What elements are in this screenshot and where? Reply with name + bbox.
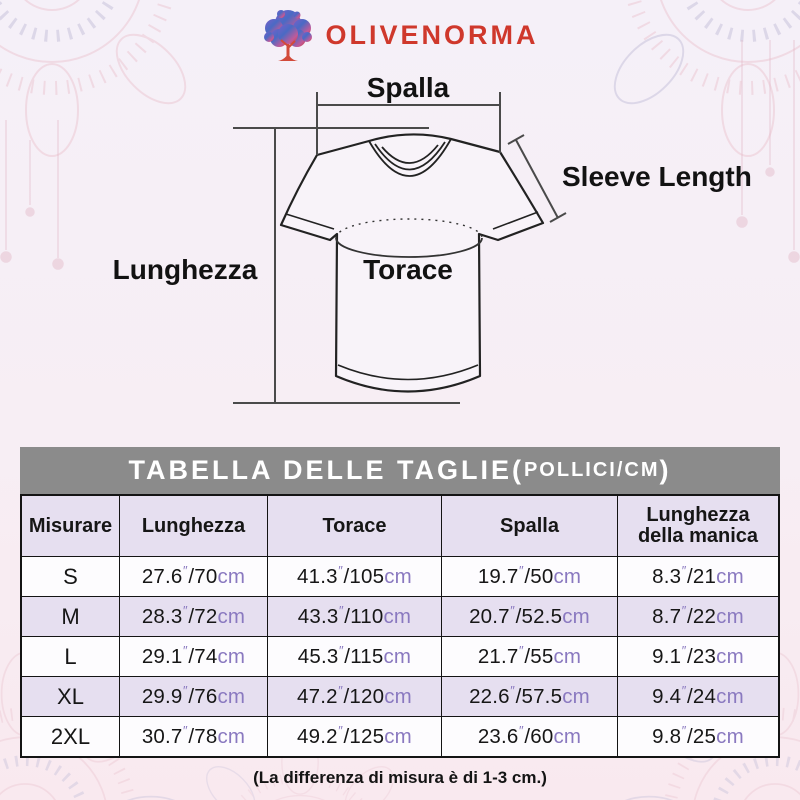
table-row (22, 636, 778, 676)
size-label: XL (22, 676, 120, 716)
size-label: M (22, 596, 120, 636)
measurement-value: 22.6 ″ /57.5 cm (442, 676, 618, 716)
measurement-tolerance-note: (La differenza di misura è di 1-3 cm.) (253, 768, 547, 787)
column-header-manica: Lunghezza della manica (637, 504, 759, 547)
brand-name: OLIVENORMA (325, 19, 539, 50)
size-label: 2XL (22, 716, 120, 756)
length-label: Lunghezza (112, 254, 258, 285)
table-title-unit: POLLICI/CM (523, 459, 660, 481)
measurement-value: 28.3 ″ /72 cm (120, 596, 268, 636)
table-header-row (22, 496, 778, 556)
measurement-value: 20.7 ″ /52.5 cm (442, 596, 618, 636)
measurement-value: 27.6 ″ /70 cm (120, 556, 268, 596)
measurement-value: 8.3 ″ /21 cm (618, 556, 778, 596)
measurement-value: 9.4 ″ /24 cm (618, 676, 778, 716)
column-header-lunghezza: Lunghezza (120, 496, 268, 556)
paren-open: ( (511, 455, 524, 485)
measurement-value: 9.8 ″ /25 cm (618, 716, 778, 756)
size-label: S (22, 556, 120, 596)
measurement-value: 29.9 ″ /76 cm (120, 676, 268, 716)
measurement-value: 49.2 ″ /125 cm (268, 716, 442, 756)
measurement-value: 19.7 ″ /50 cm (442, 556, 618, 596)
table-row (22, 716, 778, 756)
size-label: L (22, 636, 120, 676)
paren-close: ) (659, 455, 672, 485)
table-body (20, 494, 780, 758)
sleeve-length-label: Sleeve Length (562, 161, 752, 192)
measurement-value: 30.7 ″ /78 cm (120, 716, 268, 756)
chest-label: Torace (363, 254, 453, 285)
column-header-torace: Torace (268, 496, 442, 556)
measurement-value: 47.2 ″ /120 cm (268, 676, 442, 716)
measurement-value: 21.7 ″ /55 cm (442, 636, 618, 676)
brand-header (0, 4, 800, 66)
measurement-value: 23.6 ″ /60 cm (442, 716, 618, 756)
table-title: TABELLA DELLE TAGLIE (128, 455, 512, 485)
size-chart-table (20, 447, 780, 758)
table-row (22, 556, 778, 596)
measurement-value: 41.3 ″ /105 cm (268, 556, 442, 596)
table-rows (22, 556, 778, 756)
table-title-bar (20, 447, 780, 494)
table-row (22, 676, 778, 716)
table-row (22, 596, 778, 636)
measurement-value: 8.7 ″ /22 cm (618, 596, 778, 636)
measurement-value: 9.1 ″ /23 cm (618, 636, 778, 676)
measurement-value: 29.1 ″ /74 cm (120, 636, 268, 676)
column-header-spalla: Spalla (442, 496, 618, 556)
measurement-value: 43.3 ″ /110 cm (268, 596, 442, 636)
measurement-value: 45.3 ″ /115 cm (268, 636, 442, 676)
tree-logo-icon (261, 6, 315, 64)
column-header-misurare: Misurare (22, 496, 120, 556)
shoulder-label: Spalla (366, 72, 450, 103)
